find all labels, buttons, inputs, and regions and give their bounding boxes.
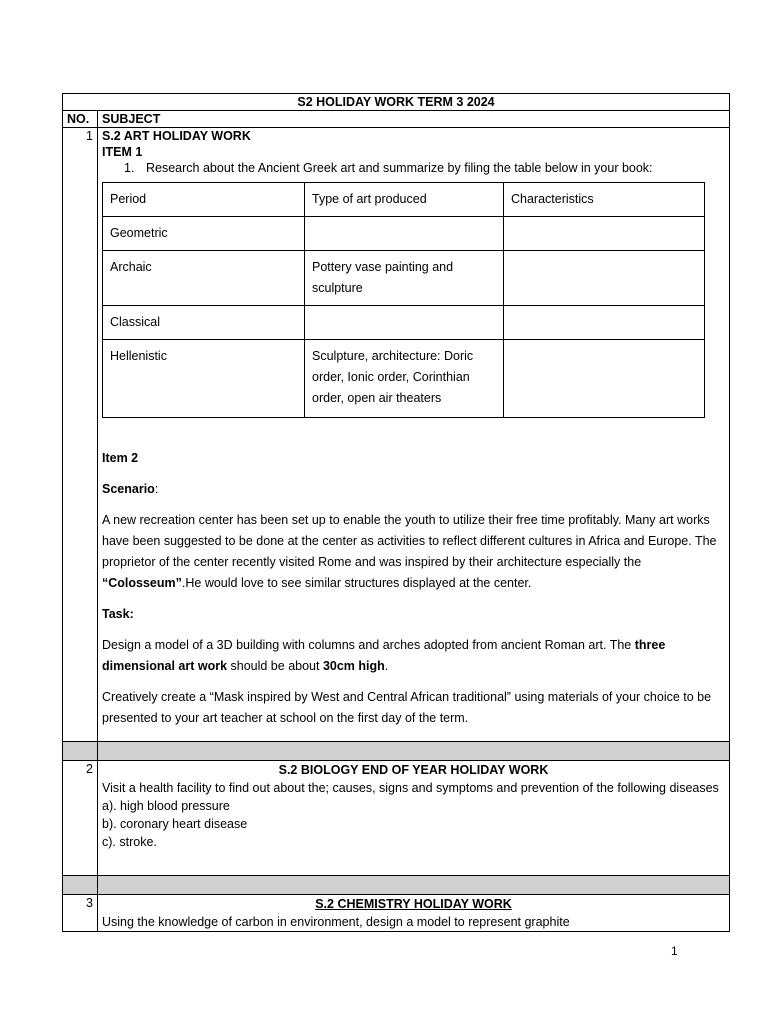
- chemistry-content: [98, 895, 730, 932]
- header-no: NO.: [63, 111, 98, 128]
- chemistry-row: [63, 895, 730, 932]
- biology-number: 2: [63, 761, 98, 876]
- table-cell: [504, 251, 705, 306]
- task-paragraph: [102, 635, 725, 677]
- table-row: [103, 251, 705, 306]
- biology-row: [63, 761, 730, 876]
- task-text-2: should be about: [227, 659, 323, 673]
- chemistry-heading: S.2 CHEMISTRY HOLIDAY WORK: [315, 897, 512, 911]
- biology-heading: S.2 BIOLOGY END OF YEAR HOLIDAY WORK: [278, 763, 549, 777]
- list-item: c). stroke.: [102, 835, 157, 849]
- separator-row: [63, 742, 730, 761]
- document-title: S2 HOLIDAY WORK TERM 3 2024: [63, 94, 730, 111]
- table-cell: Hellenistic: [103, 340, 305, 418]
- greek-art-table: [102, 182, 705, 418]
- art-row: [63, 128, 730, 742]
- list-item: a). high blood pressure: [102, 799, 230, 813]
- art-number: 1: [63, 128, 98, 742]
- scenario-text: A new recreation center has been set up to enable the youth to utilize their free time profitably. Many art works have been suggested to be done at the center as activities to reflect different cultures in Africa and Europe. The proprietor of the center recently visited Rome and was inspired by their architecture especially the: [102, 513, 717, 569]
- table-cell: [504, 340, 705, 418]
- table-cell: [305, 306, 504, 340]
- biology-intro: Visit a health facility to find out about the; causes, signs and symptoms and prevention of the following diseases: [102, 781, 719, 795]
- scenario-colosseum: “Colosseum”: [102, 576, 182, 590]
- scenario-heading: [102, 479, 725, 500]
- table-cell: Classical: [103, 306, 305, 340]
- table-row: [103, 306, 705, 340]
- greek-art-header: Characteristics: [504, 183, 705, 217]
- table-cell: Pottery vase painting and sculpture: [305, 251, 504, 306]
- art-item1-number: 1.: [124, 161, 135, 175]
- art-item2-label: Item 2: [102, 451, 139, 465]
- task-label: Task:: [102, 607, 134, 621]
- scenario-colon: :: [154, 482, 159, 496]
- chemistry-text: Using the knowledge of carbon in environment, design a model to represent graphite: [102, 915, 570, 929]
- greek-art-header: Type of art produced: [305, 183, 504, 217]
- table-cell: [504, 217, 705, 251]
- chemistry-number: 3: [63, 895, 98, 932]
- table-row: [103, 340, 705, 418]
- task-bold-1: three dimensional art work: [102, 638, 666, 673]
- scenario-label: Scenario: [102, 482, 155, 496]
- task-text-1: Design a model of a 3D building with columns and arches adopted from ancient Roman art. The: [102, 638, 635, 652]
- table-cell: Sculpture, architecture: Doric order, Ionic order, Corinthian order, open air theaters: [305, 340, 504, 418]
- table-row: [103, 217, 705, 251]
- art-content: [98, 128, 730, 742]
- greek-art-header: Period: [103, 183, 305, 217]
- list-item: b). coronary heart disease: [102, 817, 248, 831]
- greek-art-header-row: [103, 183, 705, 217]
- separator-row: [63, 876, 730, 895]
- task-text-3: .: [384, 659, 389, 673]
- table-cell: Archaic: [103, 251, 305, 306]
- header-subject: SUBJECT: [98, 111, 730, 128]
- mask-paragraph: Creatively create a “Mask inspired by West and Central African traditional” using materials of your choice to be presented to your art teacher at school on the first day of the term.: [102, 690, 712, 725]
- biology-content: [98, 761, 730, 876]
- table-cell: [504, 306, 705, 340]
- art-item1: [102, 160, 725, 176]
- table-cell: [305, 217, 504, 251]
- scenario-end: .He would love to see similar structures displayed at the center.: [181, 576, 532, 590]
- page-number: 1: [671, 944, 678, 958]
- scenario-paragraph: [102, 510, 725, 594]
- holiday-work-table: [62, 93, 730, 932]
- art-item1-label: ITEM 1: [102, 145, 143, 159]
- art-item1-text: Research about the Ancient Greek art and summarize by filing the table below in your book:: [146, 161, 653, 175]
- task-bold-2: 30cm high: [322, 659, 385, 673]
- art-heading: S.2 ART HOLIDAY WORK: [102, 129, 251, 143]
- table-cell: Geometric: [103, 217, 305, 251]
